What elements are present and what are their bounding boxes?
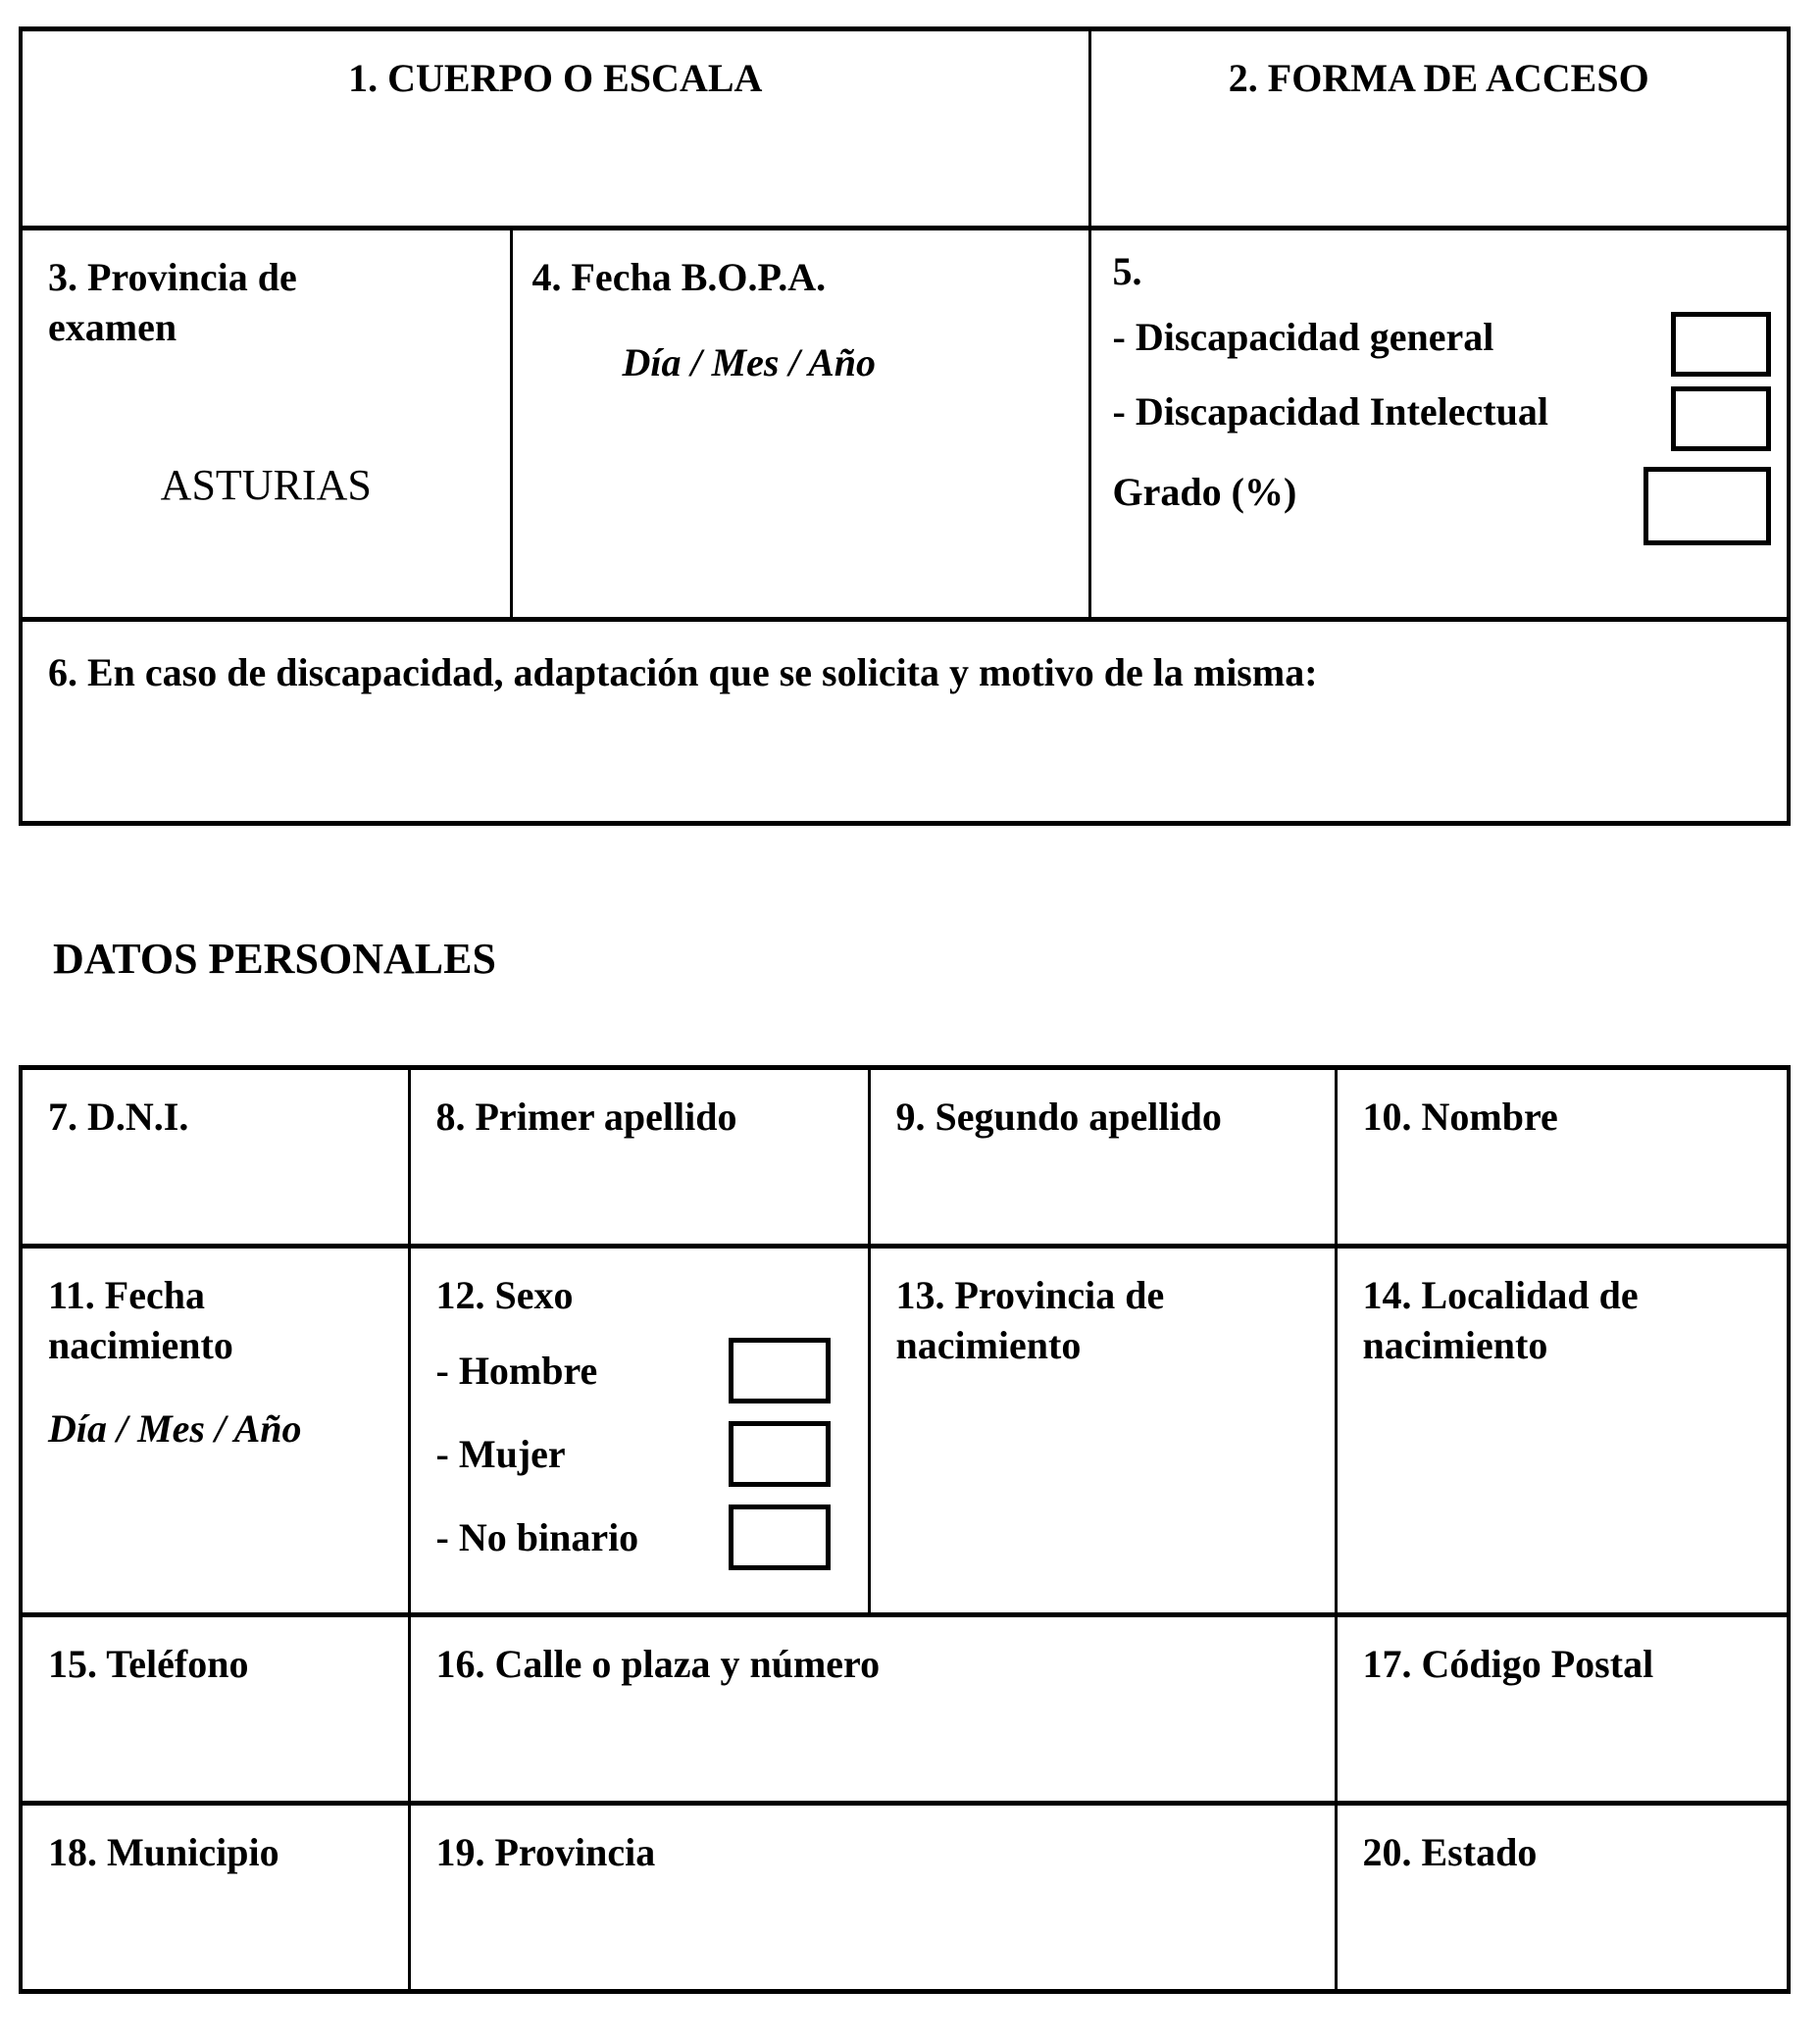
field-17-label: 17. Código Postal	[1362, 1642, 1654, 1686]
field-15-telefono-cell[interactable]	[21, 1615, 409, 1804]
field-11-label: 11. Fecha nacimiento	[48, 1273, 233, 1368]
field-15-label: 15. Teléfono	[48, 1642, 249, 1686]
sexo-mujer-row	[436, 1421, 842, 1487]
sexo-mujer-label: - Mujer	[435, 1432, 566, 1477]
field-7-dni-cell[interactable]	[21, 1068, 409, 1247]
field-5-label: 5.	[1112, 249, 1142, 293]
field-7-label: 7. D.N.I.	[48, 1095, 189, 1139]
discapacidad-general-checkbox[interactable]	[1671, 312, 1771, 377]
discapacidad-general-label: - Discapacidad general	[1112, 315, 1494, 360]
field-1-label: 1. CUERPO O ESCALA	[348, 56, 763, 100]
convocatoria-table	[19, 26, 1791, 826]
field-17-codigo-postal-cell[interactable]	[1336, 1615, 1789, 1804]
field-11-fecha-nacimiento-cell[interactable]	[21, 1247, 409, 1615]
field-5-discapacidad-cell[interactable]	[1089, 229, 1789, 620]
sexo-no-binario-checkbox[interactable]	[729, 1504, 831, 1570]
field-8-primer-apellido-cell[interactable]	[409, 1068, 869, 1247]
field-2-label: 2. FORMA DE ACCESO	[1228, 56, 1649, 100]
field-13-label: 13. Provincia de nacimiento	[895, 1273, 1165, 1368]
field-4-fecha-bopa-cell[interactable]	[511, 229, 1089, 620]
field-4-date-format-hint: Día / Mes / Año	[622, 340, 877, 385]
field-14-label: 14. Localidad de nacimiento	[1362, 1273, 1639, 1368]
field-10-nombre-cell[interactable]	[1336, 1068, 1789, 1247]
field-18-municipio-cell[interactable]	[21, 1804, 409, 1992]
field-9-label: 9. Segundo apellido	[895, 1095, 1222, 1139]
field-4-label: 4. Fecha B.O.P.A.	[531, 255, 827, 299]
sexo-hombre-checkbox[interactable]	[729, 1338, 831, 1403]
datos-personales-heading: DATOS PERSONALES	[53, 935, 496, 983]
discapacidad-intelectual-checkbox[interactable]	[1671, 386, 1771, 451]
field-11-date-format-hint: Día / Mes / Año	[48, 1406, 302, 1452]
field-6-adaptacion-cell[interactable]	[21, 620, 1789, 824]
sexo-no-binario-row	[436, 1504, 842, 1570]
field-16-label: 16. Calle o plaza y número	[435, 1642, 881, 1686]
datos-personales-table	[19, 1065, 1791, 1994]
discapacidad-intelectual-label: - Discapacidad Intelectual	[1112, 389, 1548, 434]
field-20-estado-cell[interactable]	[1336, 1804, 1789, 1992]
field-8-label: 8. Primer apellido	[435, 1095, 737, 1139]
grado-row	[1113, 467, 1772, 545]
discapacidad-intelectual-row	[1113, 386, 1772, 451]
field-19-label: 19. Provincia	[435, 1830, 656, 1874]
field-19-provincia-cell[interactable]	[409, 1804, 1336, 1992]
field-16-calle-cell[interactable]	[409, 1615, 1336, 1804]
field-3-provincia-de-examen-cell[interactable]	[21, 229, 511, 620]
field-18-label: 18. Municipio	[48, 1830, 279, 1874]
sexo-no-binario-label: - No binario	[435, 1515, 639, 1560]
field-9-segundo-apellido-cell[interactable]	[869, 1068, 1336, 1247]
field-12-label: 12. Sexo	[435, 1273, 574, 1317]
field-10-label: 10. Nombre	[1362, 1095, 1558, 1139]
grado-label: Grado (%)	[1112, 470, 1297, 515]
field-3-label: 3. Provincia de examen	[48, 255, 297, 350]
field-14-localidad-nacimiento-cell[interactable]	[1336, 1247, 1789, 1615]
sexo-hombre-label: - Hombre	[435, 1349, 598, 1394]
sexo-mujer-checkbox[interactable]	[729, 1421, 831, 1487]
grado-checkbox[interactable]	[1643, 467, 1771, 545]
field-2-forma-de-acceso-cell[interactable]	[1089, 29, 1789, 229]
discapacidad-general-row	[1113, 312, 1772, 377]
field-12-sexo-cell[interactable]	[409, 1247, 869, 1615]
application-form-page	[19, 26, 1787, 1994]
field-3-value: ASTURIAS	[160, 461, 372, 510]
field-6-label: 6. En caso de discapacidad, adaptación que se solicita y motivo de la misma:	[48, 650, 1318, 694]
field-13-provincia-nacimiento-cell[interactable]	[869, 1247, 1336, 1615]
field-1-cuerpo-o-escala-cell[interactable]	[21, 29, 1089, 229]
sexo-hombre-row	[436, 1338, 842, 1403]
field-20-label: 20. Estado	[1362, 1830, 1538, 1874]
